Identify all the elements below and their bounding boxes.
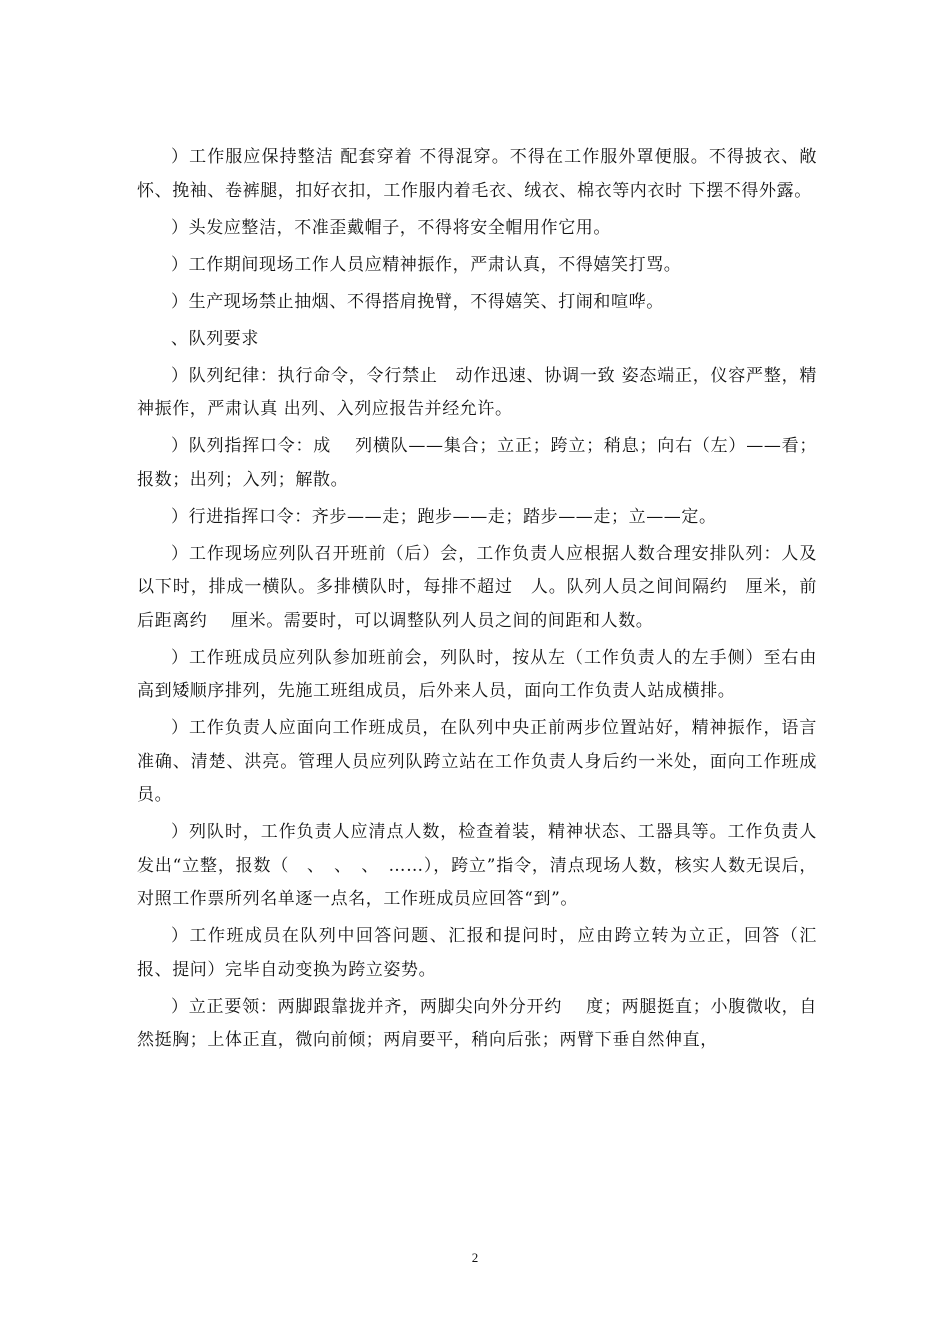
paragraph-answering-posture: ）工作班成员在队列中回答问题、汇报和提问时，应由跨立转为立正，回答（汇报、提问）完毕自动变换为跨立姿势。	[137, 926, 817, 980]
paragraph-hair-and-hat: ）头发应整洁，不准歪戴帽子，不得将安全帽用作它用。	[171, 217, 611, 238]
section-heading-formation: 、队列要求	[171, 328, 259, 349]
paragraph-command-words: ）队列指挥口令：成 列横队——集合；立正；跨立；稍息；向右（左）——看；报数；出列；入列；解散。	[137, 436, 817, 490]
paragraph-marching-commands: ）行进指挥口令：齐步——走；跑步——走；踏步——走；立——定。	[171, 506, 717, 527]
paragraph-formation-discipline: ）队列纪律：执行命令，令行禁止 动作迅速、协调一致 姿态端正，仪容严整，精神振作，严肃认真 出列、入列应报告并经允许。	[137, 365, 817, 419]
paragraph-site-conduct: ）生产现场禁止抽烟、不得搭肩挽臂，不得嬉笑、打闹和喧哗。	[171, 291, 664, 312]
paragraph-work-attitude: ）工作期间现场工作人员应精神振作，严肃认真，不得嬉笑打骂。	[171, 254, 682, 275]
paragraph-member-order: ）工作班成员应列队参加班前会，列队时，按从左（工作负责人的左手侧）至右由高到矮顺序排列，先施工班组成员，后外来人员，面向工作负责人站成横排。	[137, 647, 817, 701]
paragraph-formation-layout: ）工作现场应列队召开班前（后）会，工作负责人应根据人数合理安排队列：人及以下时，排成一横队。多排横队时，每排不超过 人。队列人员之间间隔约 厘米，前后距离约 厘米。需要时，可以调整队列人员之间的间距和人数。	[137, 543, 817, 631]
document-body	[137, 141, 817, 1061]
paragraph-attention-stance: ）立正要领：两脚跟靠拢并齐，两脚尖向外分开约 度；两腿挺直；小腹微收，自然挺胸；上体正直，微向前倾；两肩要平，稍向后张；两臂下垂自然伸直，	[137, 996, 817, 1050]
paragraph-roll-call: ）列队时，工作负责人应清点人数，检查着装，精神状态、工器具等。工作负责人发出“立整，报数（ 、 、 、 ……），跨立”指令，清点现场人数，核实人数无误后，对照工作票所列名单逐一点名，工作班成员应回答“到”。	[137, 822, 817, 909]
paragraph-leader-position: ）工作负责人应面向工作班成员，在队列中央正前两步位置站好，精神振作，语言准确、清楚、洪亮。管理人员应列队跨立站在工作负责人身后约一米处，面向工作班成员。	[137, 718, 817, 805]
page-number: 2	[471, 1250, 479, 1265]
paragraph-uniform-requirements: ）工作服应保持整洁 配套穿着 不得混穿。不得在工作服外罩便服。不得披衣、敞怀、挽袖、卷裤腿，扣好衣扣，工作服内着毛衣、绒衣、棉衣等内衣时 下摆不得外露。	[137, 147, 817, 201]
